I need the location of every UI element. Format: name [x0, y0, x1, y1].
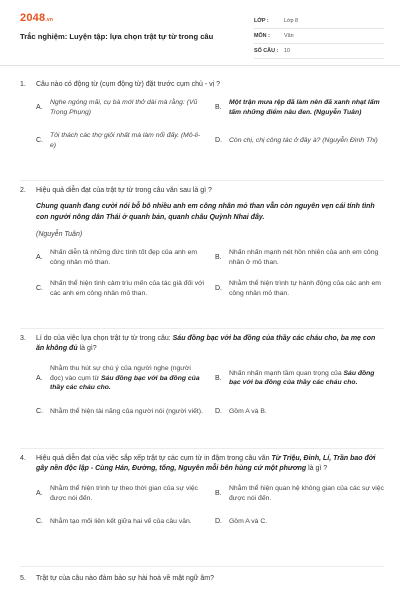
question-number: 1. [20, 81, 26, 88]
divider [20, 180, 384, 181]
question-3 [20, 334, 384, 416]
option-d[interactable] [215, 279, 384, 298]
option-c[interactable] [36, 131, 205, 150]
option-d[interactable] [215, 517, 384, 527]
option-b[interactable] [215, 484, 384, 503]
question-text-end: là gì? [77, 345, 97, 352]
logo-suffix: .vn [45, 17, 54, 23]
option-a[interactable] [36, 248, 205, 267]
option-letter: C. [36, 137, 43, 144]
question-text [20, 80, 384, 90]
option-letter: A. [36, 254, 43, 261]
question-text-emphasis: Sáu đồng bạc với ba đồng của thầy các cháu cho, ba mẹ con ăn không đủ [36, 335, 376, 352]
option-text: Nhấn diễn tả những đức tính tốt đẹp của anh em công nhân mỏ than. [50, 249, 198, 266]
meta-key: MÔN : [254, 33, 270, 39]
option-d[interactable] [215, 131, 384, 150]
question-body [36, 334, 384, 354]
options [20, 484, 384, 527]
passage-source: (Nguyễn Tuân) [36, 231, 83, 238]
option-letter: C. [36, 518, 43, 526]
question-body: Hiệu quả diễn đạt của trật tự từ trong câu văn sau là gì ? [36, 187, 212, 194]
option-letter: D. [215, 285, 222, 292]
question-body: Câu nào có động từ (cụm động từ) đặt trước cụm chủ - vị ? [36, 81, 221, 88]
option-a[interactable] [36, 484, 205, 503]
question-body [36, 454, 384, 474]
option-b[interactable] [215, 98, 384, 117]
option-letter: D. [215, 137, 222, 144]
page-title: Trắc nghiệm: Luyện tập: lựa chọn trật tự từ trong câu [20, 32, 214, 41]
site-logo[interactable] [20, 12, 53, 24]
question-text-plain: Lí do của việc lựa chọn trật tự từ trong câu: [36, 335, 173, 342]
option-text: Gồm A và B. [229, 407, 267, 415]
option-text [229, 369, 384, 388]
options [20, 98, 384, 150]
option-letter: B. [215, 254, 222, 261]
option-text: Nhằm thể hiện quan hệ không gian của các sự việc được nói đến. [229, 485, 384, 502]
meta-key: LỚP : [254, 18, 269, 24]
option-letter: A. [36, 490, 43, 497]
option-letter: D. [215, 407, 222, 415]
options [20, 364, 384, 416]
question-text [20, 574, 384, 584]
option-text: Nghe ngóng mãi, cụ bà mới thở dài mà rằng: (Vũ Trọng Phụng) [50, 99, 198, 116]
question-number: 4. [20, 455, 26, 462]
option-text: Một trận mưa rệp đã làm nên đã xanh nhạt lấm tấm những điểm nâu đen. (Nguyễn Tuân) [229, 99, 380, 116]
question-number: 3. [20, 335, 26, 342]
meta-row-count [254, 44, 384, 59]
option-text: Tôi thách các thợ giỏi nhất mà làm nổi đấy. (Mô-li-e) [50, 132, 201, 149]
divider [20, 448, 384, 449]
divider [20, 328, 384, 329]
option-b[interactable] [215, 248, 384, 267]
option-d[interactable] [215, 407, 384, 417]
option-text-emphasis: Sáu đồng bạc với ba đồng của thầy các cháu cho. [50, 374, 200, 391]
option-c[interactable] [36, 279, 205, 298]
meta-row-subject [254, 29, 384, 44]
option-letter: D. [215, 518, 222, 526]
question-4 [20, 454, 384, 527]
question-text [20, 334, 384, 354]
option-letter: B. [215, 104, 222, 111]
option-c[interactable] [36, 517, 205, 527]
option-letter: B. [215, 374, 222, 382]
option-text: Nhằm thể hiện trình tự theo thời gian của sự việc được nói đến. [50, 485, 199, 502]
meta-value: Lớp 8 [284, 18, 299, 24]
option-text-plain: Nhấn nhấn mạnh tầm quan trọng của [229, 369, 344, 377]
option-text: Nhằm tạo mối liên kết giữa hai vế của câu văn. [50, 518, 192, 525]
option-letter: A. [36, 104, 43, 111]
meta-row-class [254, 14, 384, 29]
option-text [50, 364, 205, 393]
passage: Chung quanh đang cười nói bỗ bô nhiều anh em công nhân mỏ than vẫn còn nguyên vẹn cái tính tình con người nông dân Thái ở quanh bản, quanh châu Quỳnh Nhai đấy. [36, 203, 375, 221]
question-text [20, 186, 384, 196]
meta-value: Văn [284, 33, 294, 39]
divider [20, 566, 384, 567]
option-letter: B. [215, 490, 222, 497]
option-b[interactable] [215, 364, 384, 393]
question-1 [20, 80, 384, 150]
option-text: Nhằm thể hiện trình tự hành động của các anh em công nhân mỏ than. [229, 280, 381, 297]
question-text-end: là gì ? [306, 465, 328, 472]
header [0, 0, 400, 66]
option-letter: A. [36, 374, 43, 382]
options [20, 248, 384, 298]
question-5 [20, 574, 384, 584]
option-a[interactable] [36, 364, 205, 393]
option-text: Nhằm thể hiện tài năng của người nói (người viết). [50, 407, 203, 415]
option-a[interactable] [36, 98, 205, 117]
question-text-emphasis: Từ Triệu, Đinh, Lí, Trần bao đời gây nền độc lập - Cùng Hán, Đường, tống, Nguyên mỗi bên hùng cứ một phương [36, 455, 376, 472]
option-letter: C. [36, 285, 43, 292]
option-text: Còn chị, chị công tác ở đây à? (Nguyễn Đình Thi) [229, 136, 378, 144]
question-text [20, 454, 384, 474]
option-c[interactable] [36, 407, 205, 417]
question-2 [20, 186, 384, 298]
question-number: 5. [20, 575, 26, 582]
option-text-plain: Nhằm thu hút sự chú ý của người nghe (người đọc) vào cụm từ [50, 365, 191, 382]
logo-main: 2048 [20, 12, 46, 24]
option-text: Gồm A và C. [229, 518, 268, 525]
question-body: Trật tự của câu nào đảm bảo sự hài hoà về mặt ngữ âm? [36, 575, 215, 582]
option-text-emphasis: Sáu đồng bạc với ba đồng của thầy các cháu cho. [229, 369, 375, 387]
option-text: Nhấn thể hiện tình cảm trìu mến của tác giả đối với các anh em công nhân mỏ than. [50, 280, 205, 297]
meta-value: 10 [284, 48, 290, 54]
option-text: Nhấn nhấn mạnh nét hồn nhiên của anh em công nhân ở mỏ than. [229, 249, 379, 266]
quiz-meta [254, 14, 384, 59]
question-text-plain: Hiệu quả diễn đạt của việc sắp xếp trật tự các cụm từ in đậm trong câu văn [36, 455, 272, 462]
question-number: 2. [20, 187, 26, 194]
meta-key: SỐ CÂU : [254, 48, 279, 54]
option-letter: C. [36, 407, 43, 415]
